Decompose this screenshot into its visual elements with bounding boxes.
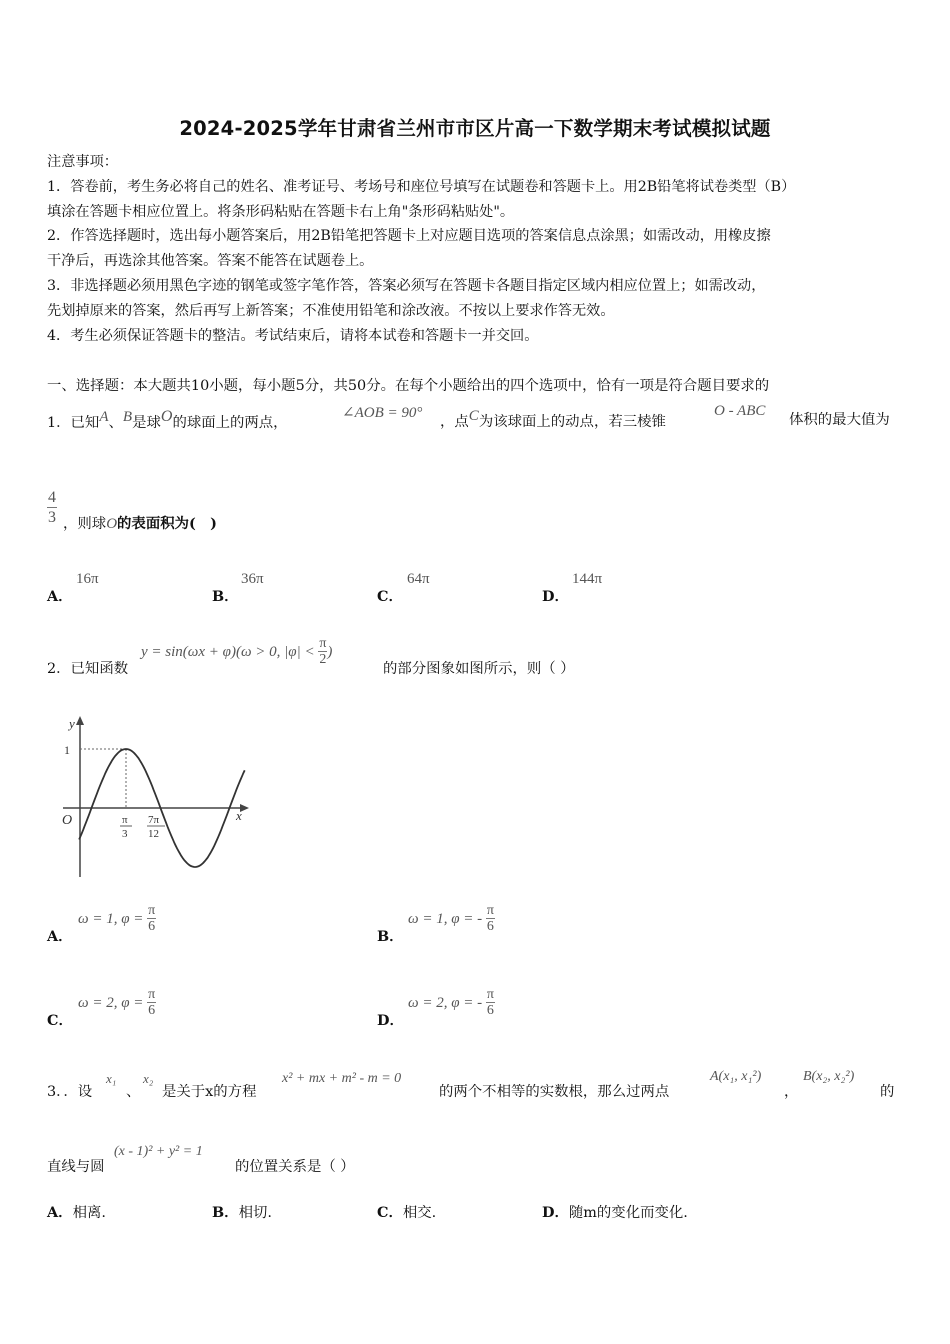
q3-x2: x₂ bbox=[143, 1071, 154, 1086]
q1-option-label[interactable]: B． bbox=[212, 588, 239, 605]
q3-option-value: 相交. bbox=[402, 1205, 437, 1221]
q2-option-label[interactable]: A． bbox=[47, 928, 73, 945]
q3-option[interactable] bbox=[212, 1201, 272, 1222]
q1-frac-num: 4 bbox=[48, 489, 56, 506]
q3-text: 的 bbox=[880, 1084, 895, 1100]
q3-circle: (x - 1)² + y² = 1 bbox=[114, 1144, 203, 1159]
q2-option-value bbox=[408, 987, 495, 1018]
q2-func-expr: y = sin(ωx + φ)(ω > 0, |φ| < bbox=[141, 644, 319, 660]
notice-line: 4．考生必须保证答题卡的整洁。考试结束后，请将本试卷和答题卡一并交回。 bbox=[47, 328, 539, 344]
q3-text: 、 bbox=[126, 1084, 141, 1100]
q3-text: 直线与圆 bbox=[47, 1159, 105, 1175]
q1-number: 1．已知 bbox=[47, 414, 100, 431]
q1-pyramid: O - ABC bbox=[714, 403, 766, 419]
x-label: x bbox=[236, 808, 242, 823]
q2-option-expr: ω = 2, φ = - bbox=[408, 995, 486, 1011]
q2-func-den: 2 bbox=[319, 652, 327, 667]
y-axis-arrow bbox=[76, 716, 84, 725]
q1-text: ，则球 bbox=[63, 516, 107, 532]
notice-line: 1．答卷前，考生务必将自己的姓名、准考证号、考场号和座位号填写在试题卷和答题卡上。用2B铅笔将试卷类型（B） bbox=[47, 179, 796, 195]
notice-line: 干净后，再选涂其他答案。答案不能答在试题卷上。 bbox=[47, 253, 374, 269]
notice-line: 3．非选择题必须用黑色字迹的钢笔或签字笔作答，答案必须写在答题卡各题目指定区域内相应位置上；如需改动， bbox=[47, 278, 766, 294]
q3-point-b: B(x₂, x₂²) bbox=[803, 1069, 855, 1084]
page-title: 2024-2025学年甘肃省兰州市市区片高一下数学期末考试模拟试题 bbox=[179, 117, 771, 140]
one-label: 1 bbox=[64, 743, 70, 757]
section-heading: 一、选择题：本大题共10小题，每小题5分，共50分。在每个小题给出的四个选项中，恰有一项是符合题目要求的 bbox=[47, 378, 770, 394]
q2-option-expr: ω = 1, φ = bbox=[78, 911, 148, 927]
q2-function bbox=[141, 636, 332, 667]
q1-angle: ∠AOB = 90° bbox=[342, 405, 423, 421]
q3-text: 是关于x的方程 bbox=[162, 1084, 257, 1100]
q3-number: 3．．设 bbox=[47, 1084, 93, 1100]
q3-option-value: 随m的变化而变化. bbox=[568, 1205, 688, 1221]
q2-option-den: 6 bbox=[486, 919, 494, 934]
q1-text: 为该球面上的动点，若三棱锥 bbox=[478, 413, 666, 430]
q2-option-expr: ω = 2, φ = bbox=[78, 995, 148, 1011]
q2-option-den: 6 bbox=[148, 1003, 156, 1018]
q2-option-expr: ω = 1, φ = - bbox=[408, 911, 486, 927]
q1-point-b: B bbox=[122, 409, 133, 425]
question-3 bbox=[47, 1080, 92, 1101]
q1-text: 体积的最大值为 bbox=[789, 412, 890, 428]
q2-func-num: π bbox=[319, 636, 327, 651]
q2-option-num: π bbox=[486, 903, 494, 918]
q1-option-value: 144π bbox=[572, 571, 603, 587]
q2-option-label[interactable]: C． bbox=[47, 1012, 73, 1029]
question-1 bbox=[47, 408, 288, 436]
q3-text: ， bbox=[784, 1084, 799, 1100]
q2-option-num: π bbox=[148, 987, 156, 1002]
q2-func-end: ) bbox=[327, 644, 333, 660]
tick1-num: π bbox=[122, 814, 128, 826]
q1-text bbox=[440, 408, 666, 431]
q1-sphere-o: O bbox=[106, 516, 118, 532]
q1-option-value: 64π bbox=[407, 571, 430, 587]
q3-option-label: B． bbox=[212, 1204, 239, 1221]
q1-frac-den: 3 bbox=[48, 509, 56, 526]
q1-point-a: A bbox=[99, 409, 109, 425]
q2-option-value bbox=[408, 903, 495, 934]
q3-text: 的两个不相等的实数根，那么过两点 bbox=[439, 1084, 670, 1100]
q2-number: 2．已知函数 bbox=[47, 661, 129, 677]
tick2-den: 12 bbox=[148, 828, 159, 840]
q1-option-label[interactable]: D． bbox=[542, 588, 569, 605]
q3-option-label: A． bbox=[47, 1204, 73, 1221]
q2-option-label[interactable]: D． bbox=[377, 1012, 404, 1029]
notice-line: 填涂在答题卡相应位置上。将条形码粘贴在答题卡右上角"条形码粘贴处"。 bbox=[47, 204, 515, 220]
q2-graph bbox=[55, 712, 255, 887]
q1-text: 的球面上的两点， bbox=[172, 414, 288, 431]
q3-option-value: 相离. bbox=[72, 1205, 106, 1221]
y-label: y bbox=[69, 716, 75, 731]
q1-fraction bbox=[47, 488, 57, 527]
q3-equation: x² + mx + m² - m = 0 bbox=[282, 1071, 402, 1086]
q1-point-c: C bbox=[468, 408, 479, 424]
q2-option-den: 6 bbox=[148, 919, 156, 934]
q1-text: 的表面积为( ) bbox=[117, 515, 217, 532]
q2-option-num: π bbox=[486, 987, 494, 1002]
q3-option[interactable] bbox=[47, 1201, 106, 1222]
q3-option-label: D． bbox=[542, 1204, 569, 1221]
q3-x1: x₁ bbox=[106, 1071, 117, 1086]
notice-line: 先划掉原来的答案，然后再写上新答案；不准使用铅笔和涂改液。不按以上要求作答无效。 bbox=[47, 303, 615, 319]
tick1-den: 3 bbox=[122, 828, 128, 840]
q2-text: 的部分图象如图所示，则（ ） bbox=[383, 661, 575, 677]
q3-point-a: A(x₁, x₁²) bbox=[710, 1069, 762, 1084]
q1-option-value: 36π bbox=[241, 571, 264, 587]
q3-option-value: 相切. bbox=[238, 1205, 272, 1221]
q2-option-value bbox=[78, 903, 156, 934]
notice-heading: 注意事项： bbox=[47, 154, 118, 170]
q3-option[interactable] bbox=[542, 1201, 688, 1222]
tick2-num: 7π bbox=[148, 814, 160, 826]
q1-tail bbox=[63, 512, 217, 533]
q1-sphere-o: O bbox=[160, 408, 173, 425]
q1-option-label[interactable]: A． bbox=[47, 588, 73, 605]
q3-option[interactable] bbox=[377, 1201, 436, 1222]
q1-option-label[interactable]: C． bbox=[377, 588, 403, 605]
q1-option-value: 16π bbox=[76, 571, 99, 587]
q1-text: 、 bbox=[108, 414, 123, 431]
q2-option-label[interactable]: B． bbox=[377, 928, 404, 945]
q1-text: ，点 bbox=[440, 413, 469, 430]
q2-option-value bbox=[78, 987, 156, 1018]
q3-text: 的位置关系是（ ） bbox=[235, 1159, 355, 1175]
q1-text: 是球 bbox=[132, 414, 161, 431]
q2-option-num: π bbox=[148, 903, 156, 918]
q2-option-den: 6 bbox=[486, 1003, 494, 1018]
q3-option-label: C． bbox=[377, 1204, 403, 1221]
notice-line: 2．作答选择题时，选出每小题答案后，用2B铅笔把答题卡上对应题目选项的答案信息点涂黑；如需改动，用橡皮擦 bbox=[47, 228, 771, 244]
origin-label: O bbox=[62, 813, 73, 828]
